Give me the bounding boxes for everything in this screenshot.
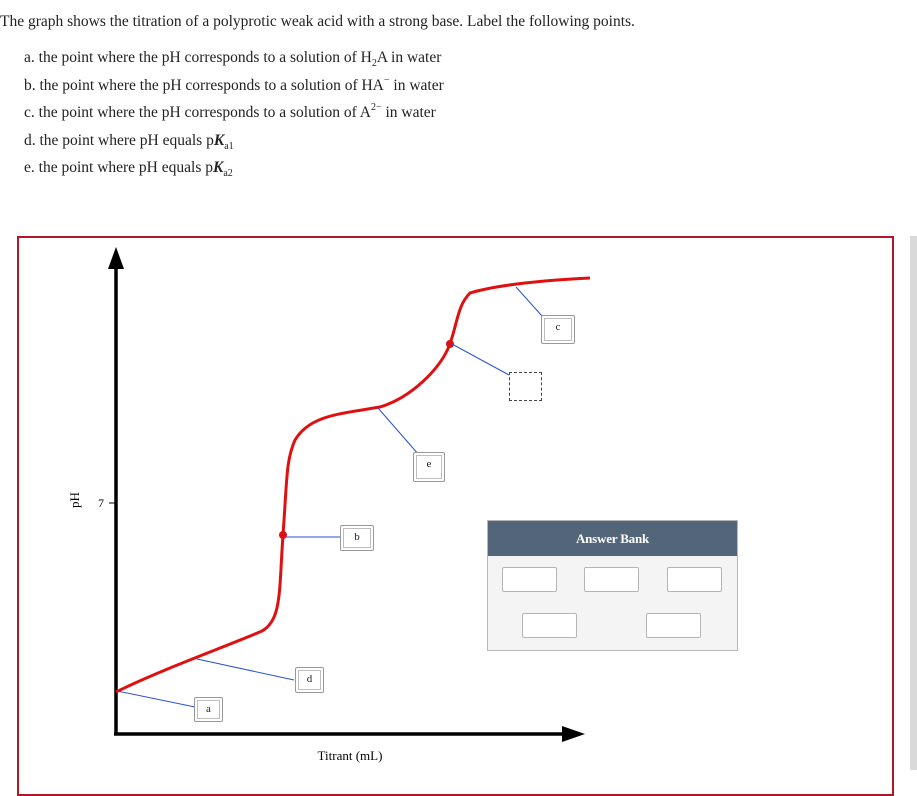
answer-bank-slot-3[interactable]	[667, 567, 722, 592]
answer-bank-slot-4[interactable]	[522, 613, 577, 638]
x-axis-label: Titrant (mL)	[317, 748, 383, 763]
y-tick-label: 7	[98, 496, 104, 510]
drop-target-c[interactable]: c	[541, 315, 575, 344]
leader-line-e	[378, 408, 419, 455]
scrollbar[interactable]	[910, 236, 917, 770]
answer-bank-slot-1[interactable]	[502, 567, 557, 592]
question-item-c: c. the point where the pH corresponds to a solution of $A^{2-}$ in water	[24, 102, 436, 121]
drop-target-b[interactable]: b	[340, 525, 374, 551]
drop-target-e[interactable]: e	[413, 452, 445, 482]
y-axis-arrow-icon	[108, 247, 124, 269]
x-axis-arrow-icon	[562, 726, 585, 742]
leader-line-c	[516, 287, 542, 316]
answer-bank-title: Answer Bank	[488, 521, 737, 556]
answer-bank-slot-5[interactable]	[646, 613, 701, 638]
leader-line-d	[197, 659, 294, 680]
leader-line-a	[117, 691, 195, 707]
question-item-b: b. the point where the pH corresponds to a solution of HA− in water	[24, 74, 444, 94]
drop-target-a[interactable]: a	[194, 697, 223, 722]
answer-bank-slot-2[interactable]	[584, 567, 639, 592]
question-item-d: d. the point where pH equals $pK_{a1}$	[24, 131, 234, 152]
equivalence-point-1	[279, 531, 287, 539]
question-prompt: The graph shows the titration of a polyprotic weak acid with a strong base. Label the following points.	[0, 13, 635, 30]
drop-target-d[interactable]: d	[295, 667, 324, 693]
question-item-e: e. the point where pH equals $pK_{a2}$	[24, 159, 233, 179]
drop-target-empty[interactable]	[509, 372, 542, 401]
answer-bank	[487, 520, 738, 651]
question-item-a: a. the point where the pH corresponds to a solution of $H_2A$ in water	[24, 49, 442, 69]
y-axis-label: pH	[67, 492, 82, 508]
leader-line-empty	[452, 344, 509, 375]
